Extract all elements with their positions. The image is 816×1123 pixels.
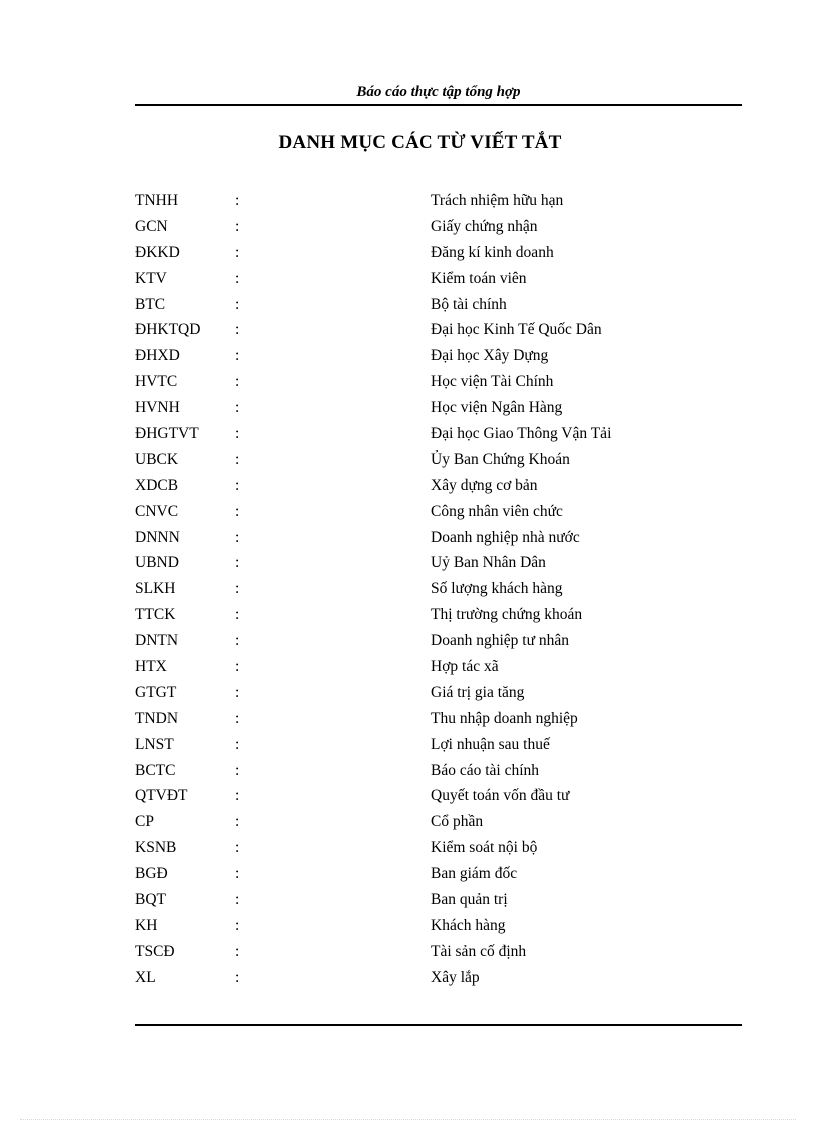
abbreviation-row bbox=[135, 319, 742, 345]
abbreviation-meaning: Đại học Kinh Tế Quốc Dân bbox=[431, 321, 602, 339]
abbreviation-row bbox=[135, 656, 742, 682]
abbreviation-row bbox=[135, 475, 742, 501]
abbreviation-separator: : bbox=[235, 476, 240, 494]
abbreviation-separator: : bbox=[235, 554, 240, 572]
abbreviation-meaning: Ban quản trị bbox=[431, 891, 508, 909]
abbreviation-meaning: Cổ phần bbox=[431, 813, 484, 831]
abbreviation-meaning: Khách hàng bbox=[431, 916, 506, 934]
abbreviation-term: HVTC bbox=[135, 373, 178, 391]
abbreviation-row bbox=[135, 734, 742, 760]
abbreviation-row bbox=[135, 967, 742, 993]
abbreviation-meaning: Giấy chứng nhận bbox=[431, 217, 538, 235]
abbreviation-row bbox=[135, 501, 742, 527]
abbreviation-term: XDCB bbox=[135, 476, 179, 494]
abbreviation-term: CP bbox=[135, 813, 154, 831]
abbreviation-term: HTX bbox=[135, 658, 167, 676]
abbreviation-meaning: Học viện Ngân Hàng bbox=[431, 399, 563, 417]
abbreviation-separator: : bbox=[235, 243, 240, 261]
abbreviation-row bbox=[135, 604, 742, 630]
abbreviation-separator: : bbox=[235, 916, 240, 934]
abbreviation-separator: : bbox=[235, 295, 240, 313]
abbreviation-meaning: Tài sản cố định bbox=[431, 942, 527, 960]
page-title: DANH MỤC CÁC TỪ VIẾT TẮT bbox=[278, 132, 562, 153]
abbreviation-row bbox=[135, 578, 742, 604]
abbreviation-separator: : bbox=[235, 787, 240, 805]
abbreviation-row bbox=[135, 423, 742, 449]
abbreviation-separator: : bbox=[235, 709, 240, 727]
abbreviation-row bbox=[135, 216, 742, 242]
abbreviation-meaning: Số lượng khách hàng bbox=[431, 580, 563, 598]
abbreviation-term: ĐHGTVT bbox=[135, 425, 199, 443]
abbreviation-term: QTVĐT bbox=[135, 787, 188, 805]
abbreviation-row bbox=[135, 268, 742, 294]
abbreviation-term: GTGT bbox=[135, 683, 177, 701]
abbreviation-meaning: Kiểm soát nội bộ bbox=[431, 839, 538, 857]
abbreviation-term: TNHH bbox=[135, 192, 179, 209]
abbreviation-term: TNDN bbox=[135, 709, 179, 727]
abbreviation-term: BCTC bbox=[135, 761, 176, 779]
abbreviation-separator: : bbox=[235, 528, 240, 546]
abbreviation-separator: : bbox=[235, 761, 240, 779]
abbreviation-meaning: Xây dựng cơ bản bbox=[431, 476, 538, 494]
abbreviation-row bbox=[135, 889, 742, 915]
abbreviation-row bbox=[135, 760, 742, 786]
abbreviation-meaning: Doanh nghiệp nhà nước bbox=[431, 528, 580, 546]
abbreviation-separator: : bbox=[235, 658, 240, 676]
abbreviation-meaning: Hợp tác xã bbox=[431, 658, 499, 676]
abbreviation-term: SLKH bbox=[135, 580, 176, 598]
abbreviation-meaning: Trách nhiệm hữu hạn bbox=[431, 192, 564, 209]
abbreviation-separator: : bbox=[235, 450, 240, 468]
abbreviation-term: BGĐ bbox=[135, 865, 168, 883]
abbreviation-meaning: Bộ tài chính bbox=[431, 295, 507, 313]
abbreviation-term: KH bbox=[135, 916, 158, 934]
abbreviation-separator: : bbox=[235, 347, 240, 365]
abbreviation-row bbox=[135, 190, 742, 216]
abbreviation-separator: : bbox=[235, 269, 240, 287]
header-rule bbox=[135, 104, 742, 106]
abbreviation-separator: : bbox=[235, 606, 240, 624]
abbreviation-term: KTV bbox=[135, 269, 167, 287]
abbreviation-separator: : bbox=[235, 632, 240, 650]
abbreviation-separator: : bbox=[235, 217, 240, 235]
abbreviation-separator: : bbox=[235, 192, 240, 209]
abbreviation-row bbox=[135, 941, 742, 967]
abbreviation-row bbox=[135, 242, 742, 268]
abbreviation-row bbox=[135, 630, 742, 656]
abbreviation-list bbox=[135, 190, 742, 993]
abbreviation-term: LNST bbox=[135, 735, 174, 753]
abbreviation-term: CNVC bbox=[135, 502, 179, 520]
abbreviation-term: ĐHXD bbox=[135, 347, 180, 365]
abbreviation-meaning: Lợi nhuận sau thuế bbox=[431, 735, 550, 753]
abbreviation-row bbox=[135, 837, 742, 863]
abbreviation-separator: : bbox=[235, 839, 240, 857]
abbreviation-row bbox=[135, 915, 742, 941]
abbreviation-meaning: Ủy Ban Chứng Khoán bbox=[431, 450, 570, 468]
abbreviation-meaning: Ban giám đốc bbox=[431, 865, 518, 883]
abbreviation-separator: : bbox=[235, 813, 240, 831]
abbreviation-meaning: Công nhân viên chức bbox=[431, 502, 563, 520]
abbreviation-term: DNTN bbox=[135, 632, 179, 650]
abbreviation-row bbox=[135, 552, 742, 578]
abbreviation-meaning: Đăng kí kinh doanh bbox=[431, 243, 554, 261]
page-edge bbox=[20, 1119, 796, 1120]
abbreviation-term: BTC bbox=[135, 295, 166, 313]
abbreviation-term: KSNB bbox=[135, 839, 177, 857]
abbreviation-meaning: Quyết toán vốn đầu tư bbox=[431, 787, 570, 805]
abbreviation-term: ĐHKTQD bbox=[135, 321, 201, 339]
abbreviation-separator: : bbox=[235, 683, 240, 701]
abbreviation-meaning: Xây lắp bbox=[431, 968, 480, 986]
abbreviation-row bbox=[135, 811, 742, 837]
abbreviation-meaning: Doanh nghiệp tư nhân bbox=[431, 632, 569, 650]
abbreviation-separator: : bbox=[235, 373, 240, 391]
abbreviation-row bbox=[135, 785, 742, 811]
abbreviation-row bbox=[135, 863, 742, 889]
abbreviation-meaning: Thu nhập doanh nghiệp bbox=[431, 709, 578, 727]
abbreviation-term: UBCK bbox=[135, 450, 179, 468]
abbreviation-separator: : bbox=[235, 942, 240, 960]
abbreviation-term: TTCK bbox=[135, 606, 176, 624]
footer-rule bbox=[135, 1024, 742, 1026]
abbreviation-meaning: Học viện Tài Chính bbox=[431, 373, 554, 391]
running-header: Báo cáo thực tập tổng hợp bbox=[356, 84, 521, 100]
abbreviation-meaning: Uỷ Ban Nhân Dân bbox=[431, 554, 546, 572]
abbreviation-row bbox=[135, 345, 742, 371]
abbreviation-row bbox=[135, 708, 742, 734]
abbreviation-separator: : bbox=[235, 425, 240, 443]
abbreviation-row bbox=[135, 682, 742, 708]
abbreviation-meaning: Giá trị gia tăng bbox=[431, 683, 525, 701]
abbreviation-separator: : bbox=[235, 399, 240, 417]
abbreviation-separator: : bbox=[235, 735, 240, 753]
abbreviation-row bbox=[135, 449, 742, 475]
abbreviation-meaning: Thị trường chứng khoán bbox=[431, 606, 583, 624]
abbreviation-meaning: Báo cáo tài chính bbox=[431, 761, 540, 779]
abbreviation-row bbox=[135, 371, 742, 397]
abbreviation-term: ĐKKD bbox=[135, 243, 180, 261]
abbreviation-term: BQT bbox=[135, 891, 166, 909]
abbreviation-row bbox=[135, 527, 742, 553]
abbreviation-separator: : bbox=[235, 865, 240, 883]
abbreviation-term: UBND bbox=[135, 554, 179, 572]
abbreviation-meaning: Đại học Giao Thông Vận Tải bbox=[431, 425, 612, 443]
abbreviation-meaning: Đại học Xây Dựng bbox=[431, 347, 549, 365]
abbreviation-separator: : bbox=[235, 502, 240, 520]
abbreviation-row bbox=[135, 397, 742, 423]
abbreviation-meaning: Kiểm toán viên bbox=[431, 269, 527, 287]
abbreviation-term: TSCĐ bbox=[135, 942, 175, 960]
abbreviation-term: GCN bbox=[135, 217, 168, 235]
abbreviation-row bbox=[135, 294, 742, 320]
abbreviation-separator: : bbox=[235, 321, 240, 339]
abbreviation-separator: : bbox=[235, 891, 240, 909]
abbreviation-separator: : bbox=[235, 968, 240, 986]
abbreviation-term: DNNN bbox=[135, 528, 180, 546]
abbreviation-term: XL bbox=[135, 968, 156, 986]
abbreviation-term: HVNH bbox=[135, 399, 180, 417]
abbreviation-separator: : bbox=[235, 580, 240, 598]
